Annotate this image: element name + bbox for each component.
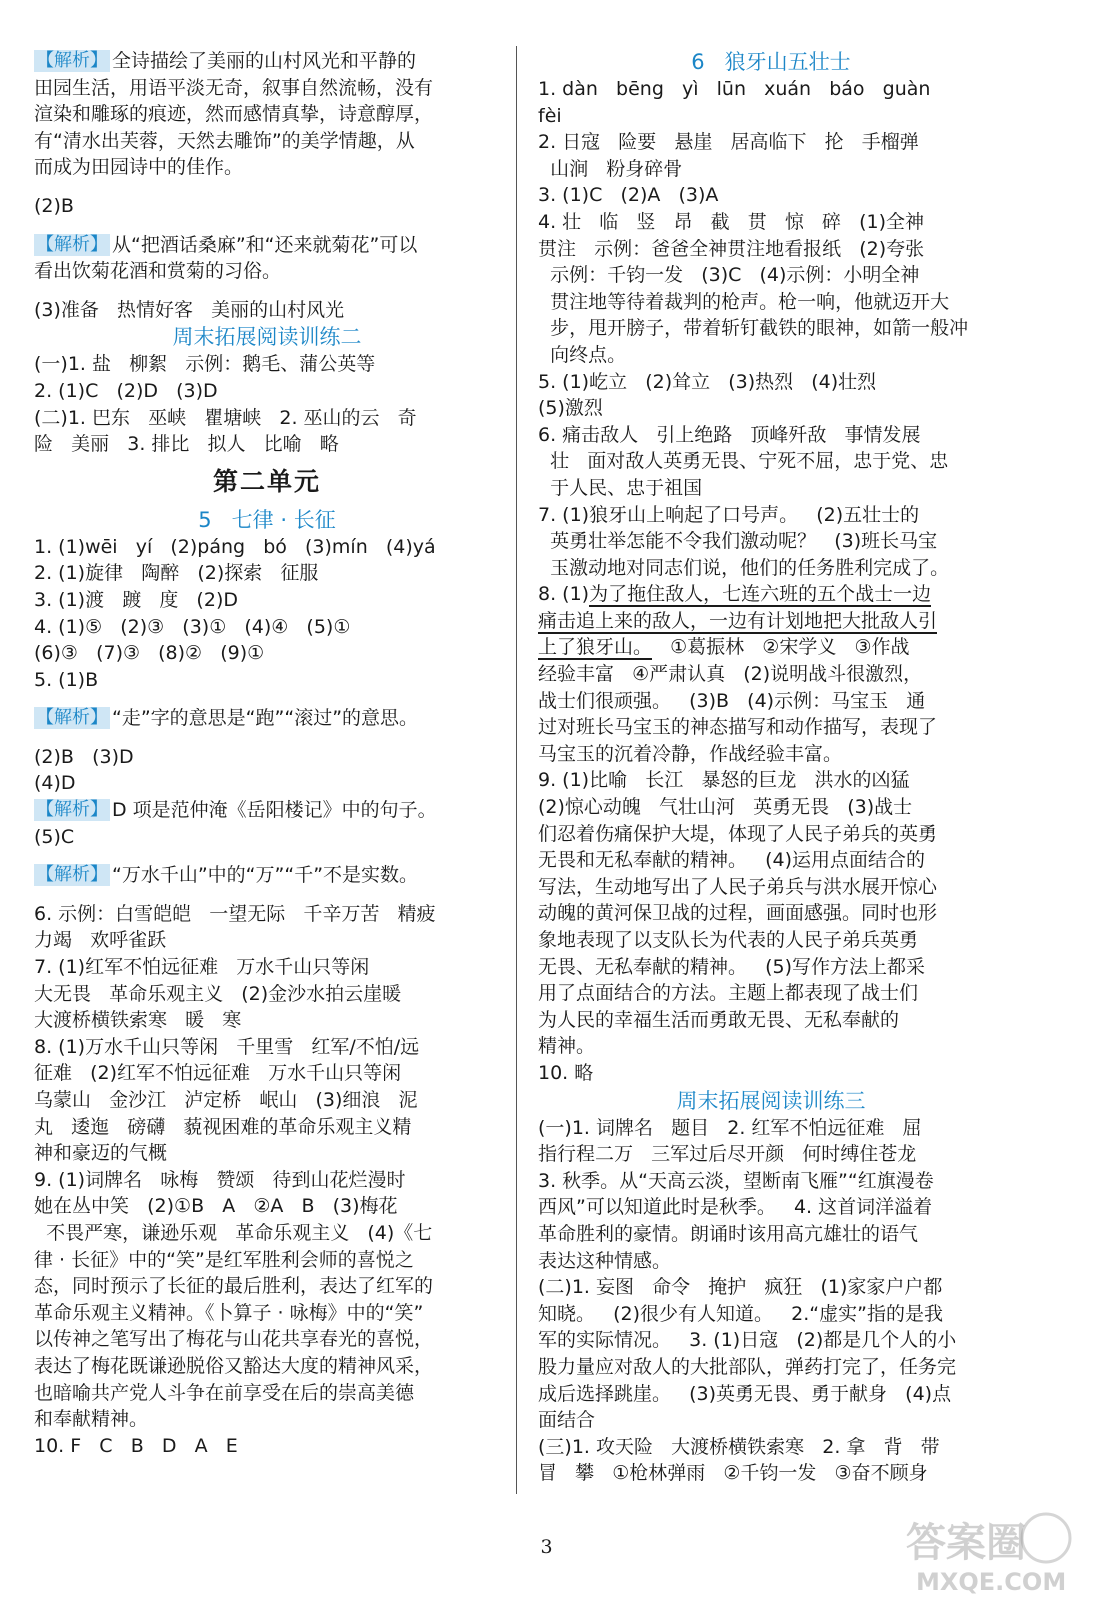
answer-line: (4)D bbox=[34, 772, 76, 795]
spacer bbox=[34, 220, 500, 232]
page-number: 3 bbox=[540, 1536, 553, 1558]
answer-line: 5. (1)屹立 (2)耸立 (3)热烈 (4)壮烈 bbox=[538, 370, 877, 393]
answer-line: 山涧 粉身碎骨 bbox=[538, 157, 683, 180]
answer-line: (2)惊心动魄 气壮山河 英勇无畏 (3)战士 bbox=[538, 796, 913, 819]
answer-line: 步，甩开膀子，带着斩钉截铁的眼神，如箭一般冲 bbox=[538, 317, 969, 340]
spacer bbox=[34, 181, 500, 193]
answer-line: 7. (1)红军不怕远征难 万水千山只等闲 bbox=[34, 956, 370, 979]
answer-line: fèi bbox=[538, 104, 562, 127]
answer-line: 不畏严寒，谦逊乐观 革命乐观主义 (4)《七 bbox=[34, 1221, 433, 1244]
analysis-line bbox=[34, 232, 500, 259]
answer-line: 律 · 长征》中的“笑”是红军胜利会师的喜悦之 bbox=[34, 1248, 414, 1271]
answer-line: 精神。 bbox=[538, 1035, 596, 1058]
answer-line: 军的实际情况。 3. (1)日寇 (2)都是几个人的小 bbox=[538, 1329, 957, 1352]
answer-line: (三)1. 攻天险 大渡桥横铁索寒 2. 拿 背 带 bbox=[538, 1435, 940, 1458]
answer-line: 2. 日寇 险要 悬崖 居高临下 抡 手榴弹 bbox=[538, 131, 919, 154]
answer-line: 表达了梅花既谦逊脱俗又豁达大度的精神风采， bbox=[34, 1354, 434, 1377]
underlined-text: 痛击追上来的敌人，一边有计划地把大批敌人引 bbox=[538, 609, 938, 632]
answer-line: (一)1. 词牌名 题目 2. 红军不怕远征难 屈 bbox=[538, 1116, 922, 1139]
analysis-tag: 【解析】 bbox=[36, 799, 108, 821]
answer-line: 革命乐观主义精神。《卜算子 · 咏梅》中的“笑” bbox=[34, 1301, 424, 1324]
answer-line: 9. (1)词牌名 咏梅 赞颂 待到山花烂漫时 bbox=[34, 1168, 406, 1191]
answer-text: ①葛振林 ②宋学义 ③作战 bbox=[652, 636, 910, 659]
answer-line: 4. (1)⑤ (2)③ (3)① (4)④ (5)① bbox=[34, 615, 351, 638]
spacer bbox=[34, 889, 500, 901]
answer-line: 壮 面对敌人英勇无畏、宁死不屈，忠于党、忠 bbox=[538, 450, 949, 473]
section-title: 5 七律 · 长征 bbox=[198, 507, 336, 532]
analysis-tag: 【解析】 bbox=[36, 233, 108, 255]
section-title: 6 狼牙山五壮士 bbox=[691, 50, 851, 74]
analysis-text: “万水千山”中的“万”“千”不是实数。 bbox=[112, 864, 419, 887]
answer-line: 神和豪迈的气概 bbox=[34, 1142, 168, 1165]
answer-line: 股力量应对敌人的大批部队，弹药打完了，任务完 bbox=[538, 1355, 957, 1378]
answer-line: 10. 略 bbox=[538, 1061, 594, 1084]
answer-line: 面结合 bbox=[538, 1409, 596, 1432]
analysis-line bbox=[34, 862, 500, 889]
answer-line: 以传神之笔写出了梅花与山花共享春光的喜悦， bbox=[34, 1328, 434, 1351]
answer-line: (3)准备 热情好客 美丽的山村风光 bbox=[34, 298, 345, 321]
answer-line: 象地表现了以支队长为代表的人民子弟兵英勇 bbox=[538, 929, 919, 951]
analysis-text: D 项是范仲淹《岳阳楼记》中的句子。 bbox=[112, 799, 437, 822]
answer-line: 用了点面结合的方法。主题上都表现了战士们 bbox=[538, 982, 919, 1005]
answer-line: 们忍着伤痛保护大堤，体现了人民子弟兵的英勇 bbox=[538, 822, 938, 845]
answer-line: 革命胜利的豪情。朗诵时该用高亢雄壮的语气 bbox=[538, 1222, 919, 1245]
answer-line: 乌蒙山 金沙江 泸定桥 岷山 (3)细浪 泥 bbox=[34, 1089, 418, 1111]
answer-line: 6. 示例：白雪皑皑 一望无际 千辛万苦 精疲 bbox=[34, 902, 436, 925]
analysis-text: 全诗描绘了美丽的山村风光和平静的 bbox=[112, 50, 417, 72]
answer-line: 而成为田园诗中的佳作。 bbox=[34, 156, 244, 179]
answer-line: 知晓。 (2)很少有人知道。 2.“虚实”指的是我 bbox=[538, 1302, 943, 1325]
answer-line: 1. dàn bēng yì lūn xuán báo guàn bbox=[538, 78, 931, 100]
answer-line: (6)③ (7)③ (8)② (9)① bbox=[34, 642, 265, 665]
answer-line: 渲染和雕琢的痕迹，然而感情真挚，诗意醇厚， bbox=[34, 103, 434, 126]
analysis-line bbox=[34, 48, 500, 75]
answer-line: (5)激烈 bbox=[538, 397, 603, 420]
analysis-text: “走”字的意思是“跑”“滚过”的意思。 bbox=[112, 707, 419, 730]
answer-line: 战士们很顽强。 (3)B (4)示例：马宝玉 通 bbox=[538, 689, 926, 712]
answer-line: 过对班长马宝玉的神态描写和动作描写，表现了 bbox=[538, 716, 938, 739]
answer-line: 也暗喻共产党人斗争在前享受在后的崇高美德 bbox=[34, 1381, 415, 1404]
answer-line: 有“清水出芙蓉，天然去雕饰”的美学情趣，从 bbox=[34, 129, 415, 152]
answer-line: 9. (1)比喻 长江 暴怒的巨龙 洪水的凶猛 bbox=[538, 769, 910, 792]
watermark-cn: 答案圈 bbox=[906, 1520, 1026, 1566]
answer-line: 表达这种情感。 bbox=[538, 1249, 672, 1272]
answer-line: 向终点。 bbox=[538, 343, 627, 366]
answer-line: 于人民、忠于祖国 bbox=[538, 476, 703, 499]
answer-line: 动魄的黄河保卫战的过程，画面感强。同时也形 bbox=[538, 902, 938, 925]
answer-line: 玉激动地对同志们说，他们的任务胜利完成了。 bbox=[538, 556, 950, 579]
answer-line: 无畏、无私奉献的精神。 (5)写作方法上都采 bbox=[538, 955, 926, 978]
analysis-text: 从“把酒话桑麻”和“还来就菊花”可以 bbox=[112, 233, 418, 256]
spacer bbox=[34, 285, 500, 297]
underlined-text: 上了狼牙山。 bbox=[538, 636, 653, 659]
answer-line: 4. 壮 临 竖 昂 截 贯 惊 碎 (1)全神 bbox=[538, 210, 925, 233]
analysis-tag: 【解析】 bbox=[36, 50, 108, 71]
unit-heading: 第二单元 bbox=[212, 466, 321, 496]
answer-line: 贯注地等待着裁判的枪声。枪一响，他就迈开大 bbox=[538, 290, 950, 313]
answer-line: (一)1. 盐 柳絮 示例：鹅毛、蒲公英等 bbox=[34, 353, 376, 376]
answer-line: 6. 痛击敌人 引上绝路 顶峰歼敌 事情发展 bbox=[538, 423, 921, 446]
section-title: 周末拓展阅读训练三 bbox=[676, 1088, 866, 1113]
answer-line: 征难 (2)红军不怕远征难 万水千山只等闲 bbox=[34, 1062, 402, 1085]
answer-line: 险 美丽 3. 排比 拟人 比喻 略 bbox=[34, 433, 339, 456]
analysis-line bbox=[34, 797, 500, 824]
answer-number: 8. (1) bbox=[538, 583, 590, 606]
answer-line: 田园生活，用语平淡无奇，叙事自然流畅，没有 bbox=[34, 76, 434, 99]
answer-line: 西风”可以知道此时是秋季。 4. 这首词洋溢着 bbox=[538, 1196, 933, 1219]
answer-line: 无畏和无私奉献的精神。 (4)运用点面结合的 bbox=[538, 849, 926, 872]
spacer bbox=[34, 850, 500, 862]
underlined-answer-line bbox=[538, 608, 1004, 635]
analysis-tag: 【解析】 bbox=[36, 864, 108, 886]
answer-line: 为人民的幸福生活而勇敢无畏、无私奉献的 bbox=[538, 1008, 900, 1031]
answer-line: 2. (1)C (2)D (3)D bbox=[34, 379, 218, 402]
spacer bbox=[34, 693, 500, 705]
answer-line: 指行程二万 三军过后尽开颜 何时缚住苍龙 bbox=[538, 1143, 917, 1166]
answer-line: 3. (1)渡 踱 度 (2)D bbox=[34, 588, 238, 611]
answer-line: 成后选择跳崖。 (3)英勇无畏、勇于献身 (4)点 bbox=[538, 1382, 952, 1405]
answer-line: 英勇壮举怎能不令我们激动呢？ (3)班长马宝 bbox=[538, 530, 938, 553]
answer-line: (2)B (3)D bbox=[34, 745, 134, 768]
answer-line: 和奉献精神。 bbox=[34, 1408, 149, 1431]
answer-line: 2. (1)旋律 陶醉 (2)探索 征服 bbox=[34, 562, 319, 585]
underlined-answer-line bbox=[538, 634, 1004, 661]
answer-line: 态，同时预示了长征的最后胜利，表达了红军的 bbox=[34, 1275, 434, 1298]
answer-line: 马宝玉的沉着冷静，作战经验丰富。 bbox=[538, 742, 843, 765]
underlined-answer-line bbox=[538, 581, 1004, 608]
left-column bbox=[34, 48, 500, 1459]
analysis-line bbox=[34, 705, 500, 732]
right-column bbox=[538, 48, 1004, 1487]
watermark-url: MXQE.COM bbox=[916, 1568, 1067, 1596]
answer-line: 冒 攀 ①枪林弹雨 ②千钧一发 ③奋不顾身 bbox=[538, 1462, 928, 1485]
answer-line: 贯注 示例：爸爸全神贯注地看报纸 (2)夸张 bbox=[538, 237, 925, 260]
answer-line: 3. 秋季。从“天高云淡，望断南飞雁”“红旗漫卷 bbox=[538, 1169, 934, 1192]
answer-line: 7. (1)狼牙山上响起了口号声。 (2)五壮士的 bbox=[538, 503, 920, 526]
answer-line: 示例：千钧一发 (3)C (4)示例：小明全神 bbox=[538, 264, 920, 287]
answer-line: 1. (1)wēi yí (2)páng bó (3)mín (4)yá bbox=[34, 535, 436, 558]
answer-line: 10. F C B D A E bbox=[34, 1434, 238, 1457]
answer-line: 看出饮菊花酒和赏菊的习俗。 bbox=[34, 260, 282, 283]
watermark-ring bbox=[1022, 1514, 1070, 1562]
answer-line: 8. (1)万水千山只等闲 千里雪 红军/不怕/远 bbox=[34, 1035, 420, 1058]
section-title: 周末拓展阅读训练二 bbox=[172, 325, 362, 350]
answer-line: 写法，生动地写出了人民子弟兵与洪水展开惊心 bbox=[538, 875, 938, 898]
underlined-text: 为了拖住敌人，七连六班的五个战士一边 bbox=[589, 583, 932, 606]
answer-line: 力竭 欢呼雀跃 bbox=[34, 929, 167, 952]
analysis-tag: 【解析】 bbox=[36, 707, 108, 729]
answer-line: (5)C bbox=[34, 825, 75, 848]
answer-line: (二)1. 巴东 巫峡 瞿塘峡 2. 巫山的云 奇 bbox=[34, 406, 417, 429]
answer-line: 她在丛中笑 (2)①B A ②A B (3)梅花 bbox=[34, 1195, 398, 1218]
spacer bbox=[34, 732, 500, 744]
answer-line: 丸 逶迤 磅礴 藐视困难的革命乐观主义精 bbox=[34, 1115, 412, 1138]
watermark-logo bbox=[886, 1508, 1086, 1598]
answer-line: (2)B bbox=[34, 194, 74, 217]
column-divider bbox=[516, 46, 517, 1494]
answer-line: 3. (1)C (2)A (3)A bbox=[538, 184, 719, 207]
answer-line: 大无畏 革命乐观主义 (2)金沙水拍云崖暖 bbox=[34, 982, 402, 1005]
answer-line: 经验丰富 ④严肃认真 (2)说明战斗很激烈， bbox=[538, 663, 923, 686]
answer-line: 大渡桥横铁索寒 暖 寒 bbox=[34, 1009, 242, 1032]
answer-line: 5. (1)B bbox=[34, 668, 99, 691]
answer-line: (二)1. 妄图 命令 掩护 疯狂 (1)家家户户都 bbox=[538, 1276, 943, 1299]
